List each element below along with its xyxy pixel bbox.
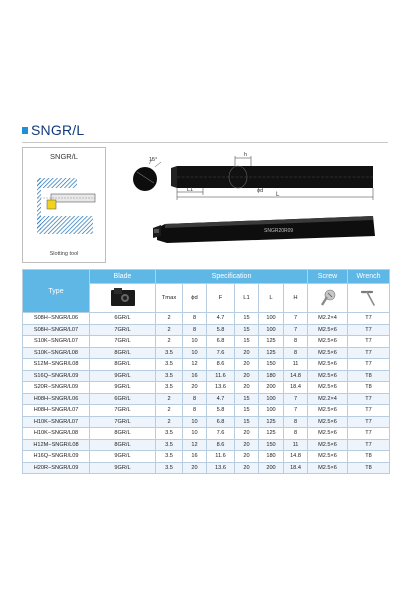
table-row — [23, 393, 390, 405]
table-row — [23, 382, 390, 394]
type-cell: H10K−SNGR/L07 — [23, 416, 90, 428]
blade-header: Blade — [90, 270, 156, 284]
h-cell: 11 — [284, 359, 308, 371]
type-cell: S08H−SNGR/L06 — [23, 313, 90, 325]
wrench-cell: T7 — [348, 416, 390, 428]
f-cell: 8.6 — [207, 439, 235, 451]
tmax-cell: 2 — [156, 416, 183, 428]
wrench-cell: T7 — [348, 313, 390, 325]
screw-cell: M2.5×6 — [308, 451, 348, 463]
h-cell: 8 — [284, 347, 308, 359]
type-cell: H16Q−SNGR/L09 — [23, 451, 90, 463]
d-cell: 8 — [183, 405, 207, 417]
blade-cell: 9GR/L — [90, 451, 156, 463]
tmax-cell: 3.5 — [156, 439, 183, 451]
type-cell: H12M−SNGR/L08 — [23, 439, 90, 451]
l1-cell: 15 — [235, 313, 259, 325]
tmax-cell: 3.5 — [156, 347, 183, 359]
specification-table — [22, 269, 390, 474]
blade-cell: 9GR/L — [90, 382, 156, 394]
l-cell: 100 — [259, 405, 284, 417]
wrench-cell: T7 — [348, 347, 390, 359]
blade-cell: 8GR/L — [90, 347, 156, 359]
screw-cell: M2.5×6 — [308, 462, 348, 474]
wrench-cell: T8 — [348, 370, 390, 382]
d-cell: 12 — [183, 439, 207, 451]
dim-h-label: h — [244, 152, 248, 158]
table-row — [23, 416, 390, 428]
blade-cell: 7GR/L — [90, 336, 156, 348]
l-cell: 100 — [259, 393, 284, 405]
h-cell: 7 — [284, 393, 308, 405]
f-cell: 4.7 — [207, 313, 235, 325]
tmax-cell: 3.5 — [156, 428, 183, 440]
specification-header: Specification — [156, 270, 308, 284]
f-cell: 11.6 — [207, 370, 235, 382]
h-cell: 8 — [284, 428, 308, 440]
type-header: Type — [23, 270, 90, 313]
table-row — [23, 405, 390, 417]
l1-cell: 15 — [235, 416, 259, 428]
blade-cell: 8GR/L — [90, 439, 156, 451]
wrench-cell: T8 — [348, 382, 390, 394]
d-cell: 8 — [183, 313, 207, 325]
inset-caption: Slotting tool — [49, 251, 79, 257]
screw-cell: M2.5×6 — [308, 370, 348, 382]
screw-cell: M2.5×6 — [308, 359, 348, 371]
angle-label: 15° — [149, 157, 158, 163]
f-cell: 4.7 — [207, 393, 235, 405]
d-cell: 10 — [183, 428, 207, 440]
spec-col-d: ϕd — [183, 284, 207, 313]
tmax-cell: 3.5 — [156, 451, 183, 463]
screw-cell: M2.2×4 — [308, 393, 348, 405]
f-cell: 13.6 — [207, 382, 235, 394]
spec-col-h: H — [284, 284, 308, 313]
wrench-icon — [359, 288, 379, 308]
wrench-cell: T7 — [348, 405, 390, 417]
f-cell: 5.8 — [207, 405, 235, 417]
dim-l-label: L — [276, 192, 280, 198]
l-cell: 100 — [259, 324, 284, 336]
f-cell: 5.8 — [207, 324, 235, 336]
h-cell: 14.8 — [284, 451, 308, 463]
wrench-cell: T7 — [348, 324, 390, 336]
d-cell: 16 — [183, 370, 207, 382]
f-cell: 13.6 — [207, 462, 235, 474]
title-text: SNGR/L — [31, 122, 85, 138]
screw-cell: M2.5×6 — [308, 439, 348, 451]
l-cell: 180 — [259, 370, 284, 382]
table-row — [23, 370, 390, 382]
l1-cell: 20 — [235, 428, 259, 440]
screw-icon — [318, 288, 338, 308]
tmax-cell: 2 — [156, 313, 183, 325]
f-cell: 7.6 — [207, 428, 235, 440]
wrench-image-cell — [348, 284, 390, 313]
l1-cell: 20 — [235, 439, 259, 451]
blade-cell: 8GR/L — [90, 428, 156, 440]
title-divider — [22, 142, 388, 143]
l1-cell: 20 — [235, 347, 259, 359]
table-row — [23, 359, 390, 371]
d-cell: 10 — [183, 347, 207, 359]
table-row — [23, 451, 390, 463]
l-cell: 180 — [259, 451, 284, 463]
tmax-cell: 2 — [156, 324, 183, 336]
tool-technical-drawing — [123, 150, 383, 258]
type-cell: H20R−SNGR/L09 — [23, 462, 90, 474]
spec-col-tmax: Tmax — [156, 284, 183, 313]
dim-phi-d-label: ϕd — [257, 188, 264, 194]
h-cell: 14.8 — [284, 370, 308, 382]
screw-cell: M2.5×6 — [308, 405, 348, 417]
type-cell: H08H−SNGR/L06 — [23, 393, 90, 405]
table-row — [23, 347, 390, 359]
specification-rows — [23, 313, 390, 474]
tmax-cell: 3.5 — [156, 359, 183, 371]
wrench-cell: T7 — [348, 336, 390, 348]
l1-cell: 15 — [235, 393, 259, 405]
tmax-cell: 2 — [156, 405, 183, 417]
l1-cell: 15 — [235, 324, 259, 336]
type-cell: H08H−SNGR/L07 — [23, 405, 90, 417]
h-cell: 7 — [284, 405, 308, 417]
title-marker-icon — [22, 127, 28, 134]
h-cell: 7 — [284, 313, 308, 325]
type-cell: S10K−SNGR/L07 — [23, 336, 90, 348]
type-cell: H10K−SNGR/L08 — [23, 428, 90, 440]
l-cell: 125 — [259, 336, 284, 348]
table-row — [23, 439, 390, 451]
tmax-cell: 3.5 — [156, 382, 183, 394]
blade-cell: 7GR/L — [90, 405, 156, 417]
inset-title: SNGR/L — [50, 152, 78, 161]
wrench-cell: T7 — [348, 359, 390, 371]
screw-cell: M2.5×6 — [308, 347, 348, 359]
screw-header: Screw — [308, 270, 348, 284]
h-cell: 7 — [284, 324, 308, 336]
screw-cell: M2.5×6 — [308, 324, 348, 336]
wrench-cell: T7 — [348, 439, 390, 451]
l-cell: 150 — [259, 359, 284, 371]
d-cell: 16 — [183, 451, 207, 463]
blade-insert-icon — [109, 287, 137, 309]
d-cell: 8 — [183, 324, 207, 336]
type-cell: S08H−SNGR/L07 — [23, 324, 90, 336]
h-cell: 18.4 — [284, 382, 308, 394]
tmax-cell: 2 — [156, 393, 183, 405]
type-cell: S16Q−SNGR/L09 — [23, 370, 90, 382]
screw-cell: M2.5×6 — [308, 382, 348, 394]
l-cell: 200 — [259, 462, 284, 474]
tool-engraving: SNGR20R09 — [264, 228, 294, 234]
f-cell: 8.6 — [207, 359, 235, 371]
product-title — [22, 122, 84, 138]
d-cell: 8 — [183, 393, 207, 405]
l-cell: 125 — [259, 428, 284, 440]
h-cell: 18.4 — [284, 462, 308, 474]
slotting-illustration-icon — [29, 172, 99, 244]
type-cell: S10K−SNGR/L08 — [23, 347, 90, 359]
f-cell: 11.6 — [207, 451, 235, 463]
h-cell: 11 — [284, 439, 308, 451]
l1-cell: 20 — [235, 359, 259, 371]
d-cell: 10 — [183, 336, 207, 348]
f-cell: 7.6 — [207, 347, 235, 359]
blade-image-cell — [90, 284, 156, 313]
tmax-cell: 3.5 — [156, 462, 183, 474]
l-cell: 200 — [259, 382, 284, 394]
tool-side-view-icon — [171, 166, 373, 188]
type-cell: S20R−SNGR/L09 — [23, 382, 90, 394]
tmax-cell: 3.5 — [156, 370, 183, 382]
f-cell: 6.8 — [207, 416, 235, 428]
d-cell: 10 — [183, 416, 207, 428]
l-cell: 125 — [259, 347, 284, 359]
l1-cell: 20 — [235, 451, 259, 463]
table-row — [23, 428, 390, 440]
blade-cell: 9GR/L — [90, 370, 156, 382]
screw-cell: M2.5×6 — [308, 428, 348, 440]
l1-cell: 20 — [235, 462, 259, 474]
l1-cell: 15 — [235, 405, 259, 417]
table-row — [23, 324, 390, 336]
screw-cell: M2.5×6 — [308, 336, 348, 348]
wrench-header: Wrench — [348, 270, 390, 284]
blade-cell: 8GR/L — [90, 359, 156, 371]
h-cell: 8 — [284, 416, 308, 428]
type-cell: S12M−SNGR/L08 — [23, 359, 90, 371]
blade-cell: 7GR/L — [90, 324, 156, 336]
screw-image-cell — [308, 284, 348, 313]
wrench-cell: T7 — [348, 393, 390, 405]
dim-l1-label: L1 — [187, 187, 194, 193]
l1-cell: 20 — [235, 370, 259, 382]
l-cell: 150 — [259, 439, 284, 451]
d-cell: 12 — [183, 359, 207, 371]
table-row — [23, 336, 390, 348]
l-cell: 125 — [259, 416, 284, 428]
blade-cell: 7GR/L — [90, 416, 156, 428]
spec-col-l: L — [259, 284, 284, 313]
spec-col-l1: L1 — [235, 284, 259, 313]
d-cell: 20 — [183, 382, 207, 394]
screw-cell: M2.2×4 — [308, 313, 348, 325]
l1-cell: 15 — [235, 336, 259, 348]
l1-cell: 20 — [235, 382, 259, 394]
table-row — [23, 462, 390, 474]
blade-cell: 9GR/L — [90, 462, 156, 474]
screw-cell: M2.5×6 — [308, 416, 348, 428]
h-cell: 8 — [284, 336, 308, 348]
wrench-cell: T7 — [348, 428, 390, 440]
wrench-cell: T8 — [348, 462, 390, 474]
tmax-cell: 2 — [156, 336, 183, 348]
blade-cell: 6GR/L — [90, 313, 156, 325]
f-cell: 6.8 — [207, 336, 235, 348]
blade-cell: 6GR/L — [90, 393, 156, 405]
slotting-tool-inset — [22, 147, 106, 263]
table-row — [23, 313, 390, 325]
l-cell: 100 — [259, 313, 284, 325]
wrench-cell: T8 — [348, 451, 390, 463]
spec-col-f: F — [207, 284, 235, 313]
d-cell: 20 — [183, 462, 207, 474]
